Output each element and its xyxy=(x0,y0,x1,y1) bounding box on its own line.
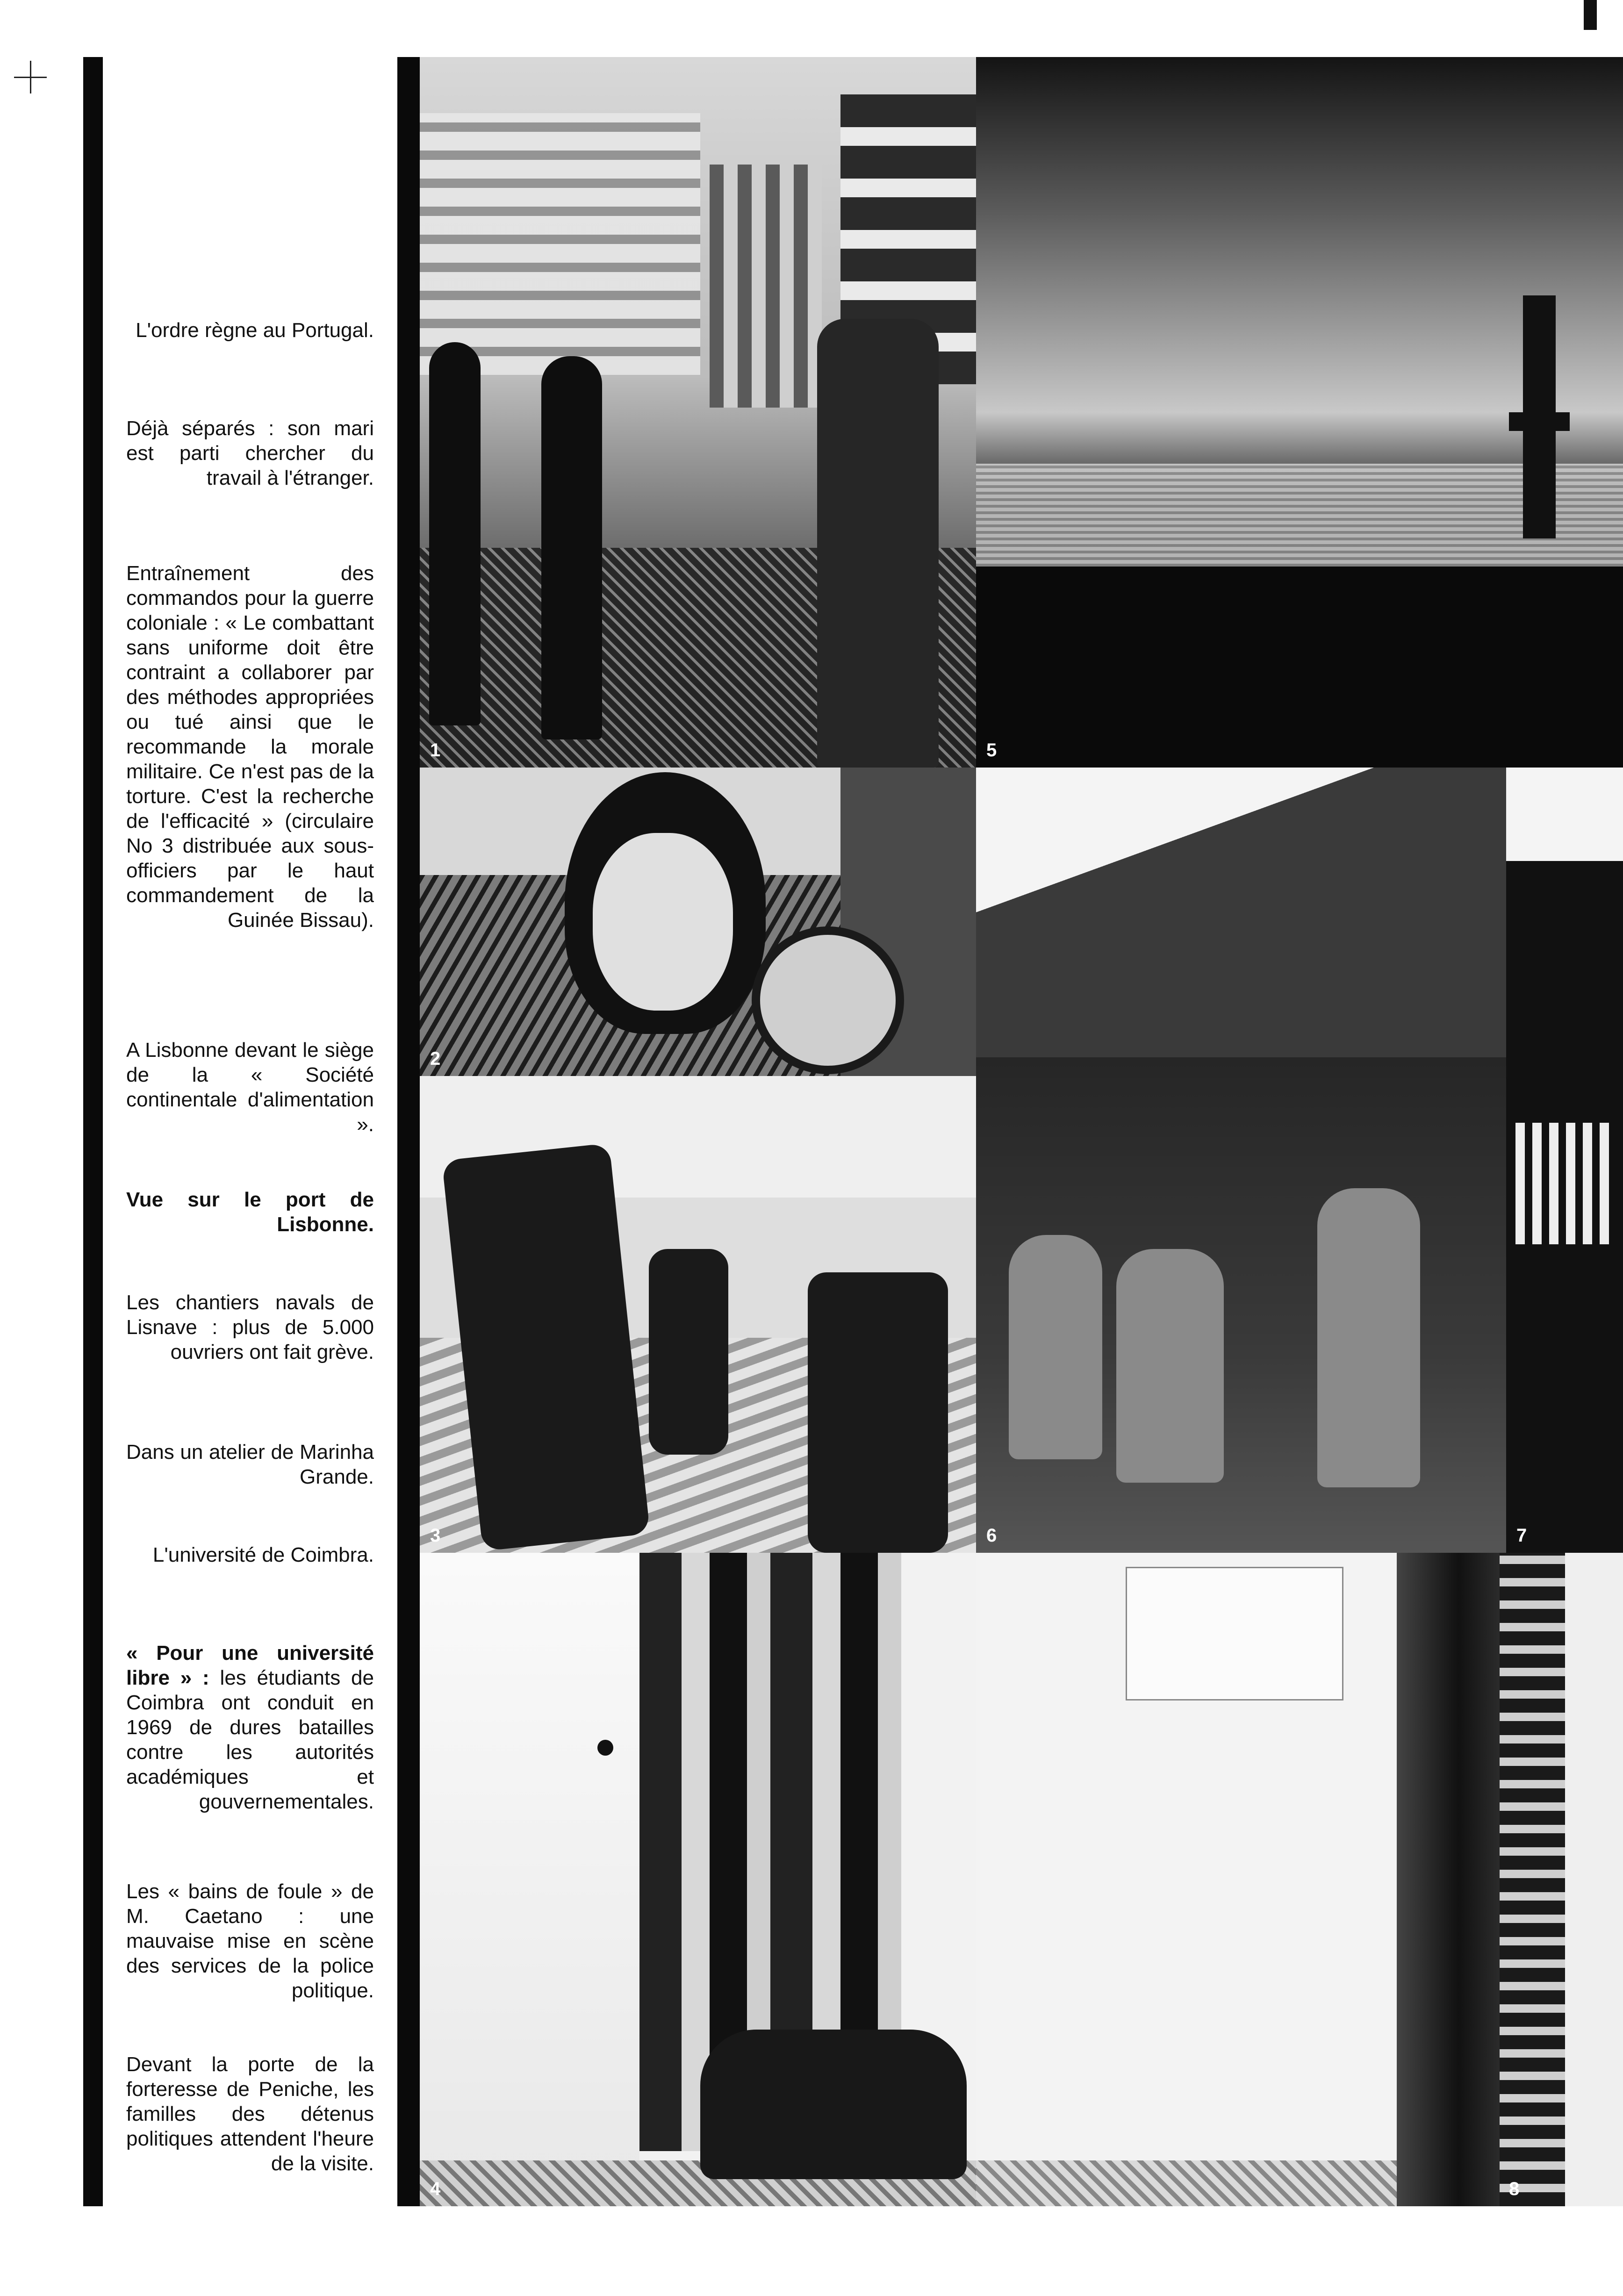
photo-port-lisbon xyxy=(976,57,1623,768)
photo-number: 6 xyxy=(986,1525,997,1546)
middle-black-bar xyxy=(397,57,420,2206)
photo-soldiers-street xyxy=(420,57,976,768)
photo-shipyard-workers xyxy=(976,768,1506,1553)
photo-fortress-door xyxy=(420,1553,976,2206)
caption-5: Vue sur le port de Lisbonne. xyxy=(126,1188,374,1236)
caption-8: L'université de Coimbra. xyxy=(152,1543,374,1566)
caption-4: A Lisbonne devant le siège de la « Société continentale d'alimentation ». xyxy=(126,1039,374,1136)
photo-commando-training xyxy=(420,1076,976,1553)
photo-number: 1 xyxy=(430,740,441,761)
caption-11: Devant la porte de la forteresse de Peniche, les familles des détenus politiques attendent l'heure de la visite. xyxy=(126,2053,374,2175)
registration-mark-icon xyxy=(14,61,47,93)
photo-woman-child xyxy=(420,768,976,1076)
caption-6: Les chantiers navals de Lisnave : plus de 5.000 ouvriers ont fait grève. xyxy=(126,1291,374,1363)
photo-number: 8 xyxy=(1509,2179,1520,2199)
caption-9: « Pour une université libre » : les étudiants de Coimbra ont conduit en 1969 de dures batailles contre les autorités académiques et gouvernementales. xyxy=(126,1642,374,1813)
photo-workshop xyxy=(1506,768,1623,1553)
caption-2: Déjà séparés : son mari est parti chercher du travail à l'étranger. xyxy=(126,417,374,489)
caption-7: Dans un atelier de Marinha Grande. xyxy=(126,1441,374,1488)
caption-10: Les « bains de foule » de M. Caetano : une mauvaise mise en scène des services de la police politique. xyxy=(126,1880,374,2002)
caption-3: Entraînement des commandos pour la guerre coloniale : « Le combattant sans uniforme doit être contraint a collaborer par des méthodes appropriées ou tué ainsi que le recommande la morale militaire. Ce n'est pas de la torture. C'est la recherche de l'efficacité » (circulaire No 3 distribuée aux sous-officiers par le haut commandement de la Guinée Bissau). xyxy=(126,562,374,932)
photo-number: 2 xyxy=(430,1048,441,1069)
photo-number: 5 xyxy=(986,740,997,761)
photo-university-wall xyxy=(976,1553,1623,2206)
print-mark xyxy=(1584,0,1597,30)
photo-number: 3 xyxy=(430,1525,441,1546)
caption-1: L'ordre règne au Portugal. xyxy=(136,319,374,342)
left-black-bar xyxy=(83,57,103,2206)
photo-number: 7 xyxy=(1516,1525,1527,1546)
photo-number: 4 xyxy=(430,2179,441,2199)
